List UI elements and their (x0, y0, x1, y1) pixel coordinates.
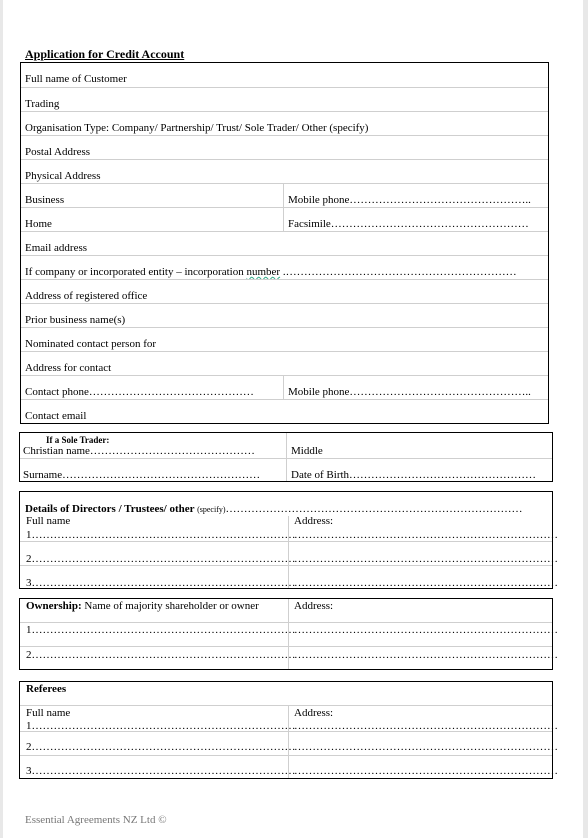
row-nominated-contact (21, 327, 548, 352)
directors-heading-text: Details of Directors / Trustees/ other (25, 503, 198, 515)
director-line-1: 1……………………………………………………………… (26, 529, 296, 541)
director-row-3 (20, 565, 558, 590)
referee-address-line-3: ……………………………………………………………… (294, 765, 558, 777)
customer-details-box (20, 62, 549, 424)
page-title: Application for Credit Account (25, 47, 185, 61)
row-email (21, 231, 548, 256)
contact-email-label: Contact email (25, 410, 87, 422)
physical-address-label: Physical Address (25, 170, 101, 182)
sole-trader-heading: If a Sole Trader: (46, 435, 110, 445)
row-physical-address (21, 159, 548, 184)
row-registered-office (21, 279, 548, 304)
ownership-address-line-1: ……………………………………………………………… (294, 624, 558, 636)
referees-address-header: Address: (294, 707, 334, 719)
row-incorporation-number (21, 255, 548, 280)
incorporation-number-word: number (246, 266, 281, 278)
row-contact-email (21, 399, 548, 424)
referees-heading: Referees (26, 683, 67, 695)
business-phone-label: Business (25, 194, 65, 206)
ownership-heading-text: Ownership: (26, 600, 82, 612)
date-of-birth-label: Date of Birth…………………………………………… (291, 469, 537, 481)
email-address-label: Email address (25, 242, 88, 254)
copyright-footer: Essential Agreements NZ Ltd © (25, 814, 167, 826)
row-postal-address (21, 135, 548, 160)
christian-name-label: Christian name……………………………………… (23, 445, 255, 457)
referee-row-2 (20, 731, 558, 756)
surname-label: Surname……………………………………………… (23, 469, 261, 481)
sole-trader-box (19, 432, 553, 482)
referee-address-line-2: ……………………………………………………………… (294, 741, 558, 753)
director-address-line-1: ……………………………………………………………… (294, 529, 558, 541)
row-home-phone (21, 207, 548, 232)
ownership-subheading: Name of majority shareholder or owner (81, 600, 259, 612)
incorporation-dots: .……………………………………………………… (280, 266, 517, 278)
ownership-box (19, 598, 558, 670)
ownership-row-2 (20, 646, 558, 671)
referee-line-2: 2……………………………………………………………… (26, 741, 296, 753)
incorporation-number-label (21, 256, 548, 280)
director-address-line-2: ……………………………………………………………… (294, 553, 558, 565)
address-for-contact-label: Address for contact (25, 362, 112, 374)
organisation-type-label: Organisation Type: Company/ Partnership/ Trust/ Sole Trader/ Other (specify) (25, 122, 369, 134)
registered-office-label: Address of registered office (25, 290, 148, 302)
mobile-phone-label: Mobile phone………………………………………….. (288, 194, 531, 206)
director-row-2 (20, 541, 558, 566)
referees-header-row (20, 705, 558, 732)
ownership-address-header: Address: (294, 600, 334, 612)
row-address-for-contact (21, 351, 548, 376)
director-address-line-3: ……………………………………………………………… (294, 577, 558, 589)
middle-name-label: Middle (291, 445, 323, 457)
referee-address-line-1: ……………………………………………………………… (294, 720, 558, 732)
contact-phone-label: Contact phone……………………………………… (25, 386, 254, 398)
referees-full-name-header: Full name (26, 707, 71, 719)
directors-address-header: Address: (294, 515, 334, 527)
full-name-label: Full name of Customer (25, 73, 127, 85)
ownership-line-2: 2……………………………………………………………… (26, 649, 296, 661)
referees-box (19, 681, 558, 779)
directors-heading (25, 503, 523, 516)
home-phone-label: Home (25, 218, 52, 230)
prior-business-names-label: Prior business name(s) (25, 314, 126, 326)
referee-line-1: 1……………………………………………………………… (26, 720, 296, 732)
row-full-name (21, 63, 548, 87)
incorporation-text: If company or incorporated entity – incorporation (25, 266, 247, 278)
directors-full-name-header: Full name (26, 515, 71, 527)
ownership-heading (26, 600, 259, 613)
ownership-address-line-2: ……………………………………………………………… (294, 649, 558, 661)
row-business-phone (21, 183, 548, 208)
director-line-2: 2……………………………………………………………… (26, 553, 296, 565)
directors-box (19, 491, 558, 589)
directors-specify-note: (specify) (197, 505, 226, 514)
postal-address-label: Postal Address (25, 146, 91, 158)
ownership-row-1 (20, 622, 558, 647)
document-page (3, 0, 583, 838)
nominated-contact-label: Nominated contact person for (25, 338, 157, 350)
row-organisation-type (21, 111, 548, 136)
row-surname (20, 458, 552, 483)
row-trading (21, 87, 548, 112)
referee-row-3 (20, 755, 558, 780)
facsimile-label: Facsimile……………………………………………… (288, 218, 529, 230)
row-contact-phone (21, 375, 548, 400)
director-line-3: 3……………………………………………………………… (26, 577, 296, 589)
row-prior-business-names (21, 303, 548, 328)
trading-label: Trading (25, 98, 60, 110)
ownership-line-1: 1……………………………………………………………… (26, 624, 296, 636)
contact-mobile-phone-label: Mobile phone………………………………………….. (288, 386, 531, 398)
directors-dots: ……………………………………………………………………… (225, 503, 523, 515)
referee-line-3: 3……………………………………………………………… (26, 765, 296, 777)
